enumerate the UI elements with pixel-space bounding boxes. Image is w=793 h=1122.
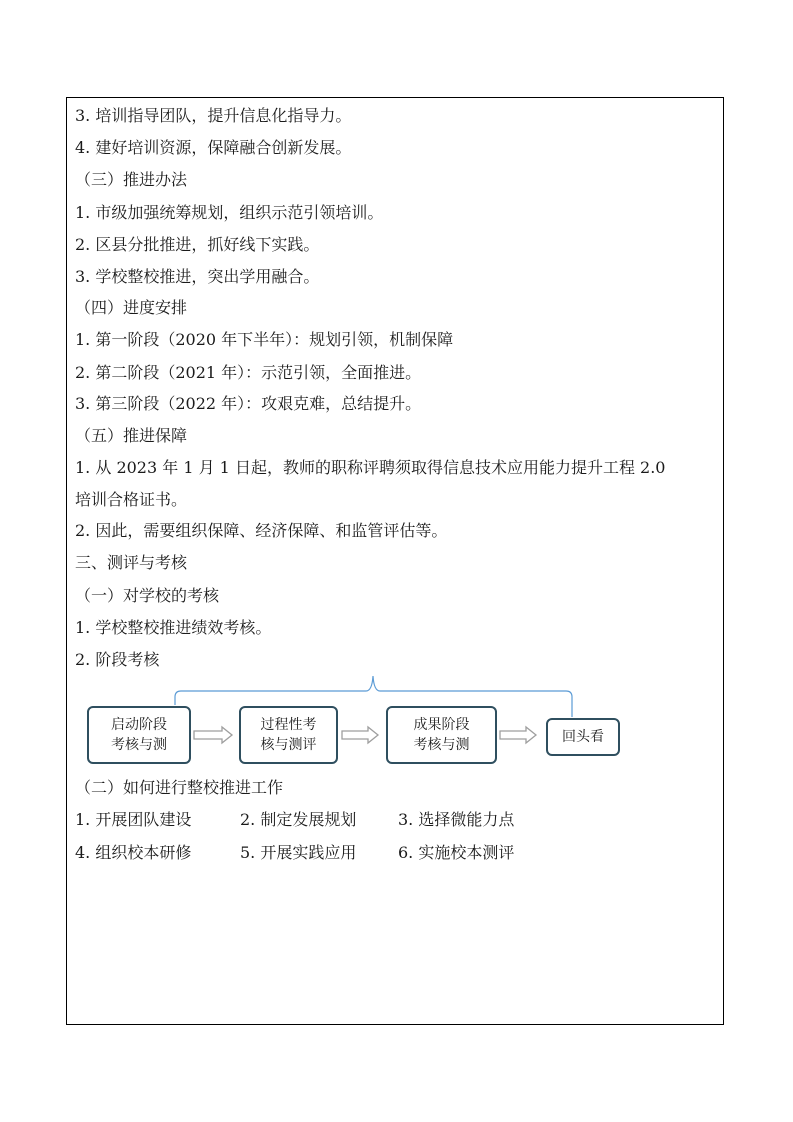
text-line: 培训合格证书。 — [75, 490, 188, 509]
text-line: 2. 因此，需要组织保障、经济保障、和监管评估等。 — [75, 521, 448, 540]
section-heading: （四）进度安排 — [75, 298, 188, 317]
section-heading: （五）推进保障 — [75, 426, 188, 445]
section-heading: （三）推进办法 — [75, 170, 188, 189]
text-line: 4. 建好培训资源，保障融合创新发展。 — [75, 138, 352, 157]
list-item: 5. 开展实践应用 — [240, 843, 357, 862]
list-row — [75, 843, 514, 863]
list-item: 3. 选择微能力点 — [398, 810, 515, 829]
text-line: 3. 学校整校推进，突出学用融合。 — [75, 267, 320, 286]
text-line: 1. 从 2023 年 1 月 1 日起，教师的职称评聘须取得信息技术应用能力提升工程 2.0 — [75, 458, 666, 477]
flow-brace — [175, 676, 572, 717]
text-line: 3. 第三阶段（2022 年）：攻艰克难，总结提升。 — [75, 394, 422, 413]
flow-step-result: 成果阶段 考核与测 — [386, 706, 497, 764]
section-heading: （一）对学校的考核 — [75, 586, 220, 605]
list-item: 2. 制定发展规划 — [240, 810, 357, 829]
text-line: 2. 阶段考核 — [75, 650, 160, 669]
section-heading: （二）如何进行整校推进工作 — [75, 778, 284, 797]
text-line: 2. 区县分批推进，抓好线下实践。 — [75, 235, 320, 254]
list-item: 4. 组织校本研修 — [75, 843, 192, 862]
text-line: 1. 市级加强统筹规划，组织示范引领培训。 — [75, 203, 384, 222]
text-line: 3. 培训指导团队，提升信息化指导力。 — [75, 106, 352, 125]
flow-arrow-2 — [342, 727, 378, 743]
text-line: 1. 第一阶段（2020 年下半年）：规划引领，机制保障 — [75, 330, 454, 349]
flow-arrow-3 — [500, 727, 536, 743]
flow-arrow-1 — [194, 727, 232, 743]
text-line: 1. 学校整校推进绩效考核。 — [75, 618, 272, 637]
list-item: 1. 开展团队建设 — [75, 810, 192, 829]
flow-step-review: 回头看 — [546, 718, 620, 756]
flow-step-start: 启动阶段 考核与测 — [87, 706, 191, 764]
list-item: 6. 实施校本测评 — [398, 843, 515, 862]
section-heading: 三、测评与考核 — [75, 553, 188, 572]
list-row — [75, 810, 514, 830]
text-line: 2. 第二阶段（2021 年）：示范引领，全面推进。 — [75, 363, 422, 382]
flow-step-process: 过程性考 核与测评 — [239, 706, 338, 764]
